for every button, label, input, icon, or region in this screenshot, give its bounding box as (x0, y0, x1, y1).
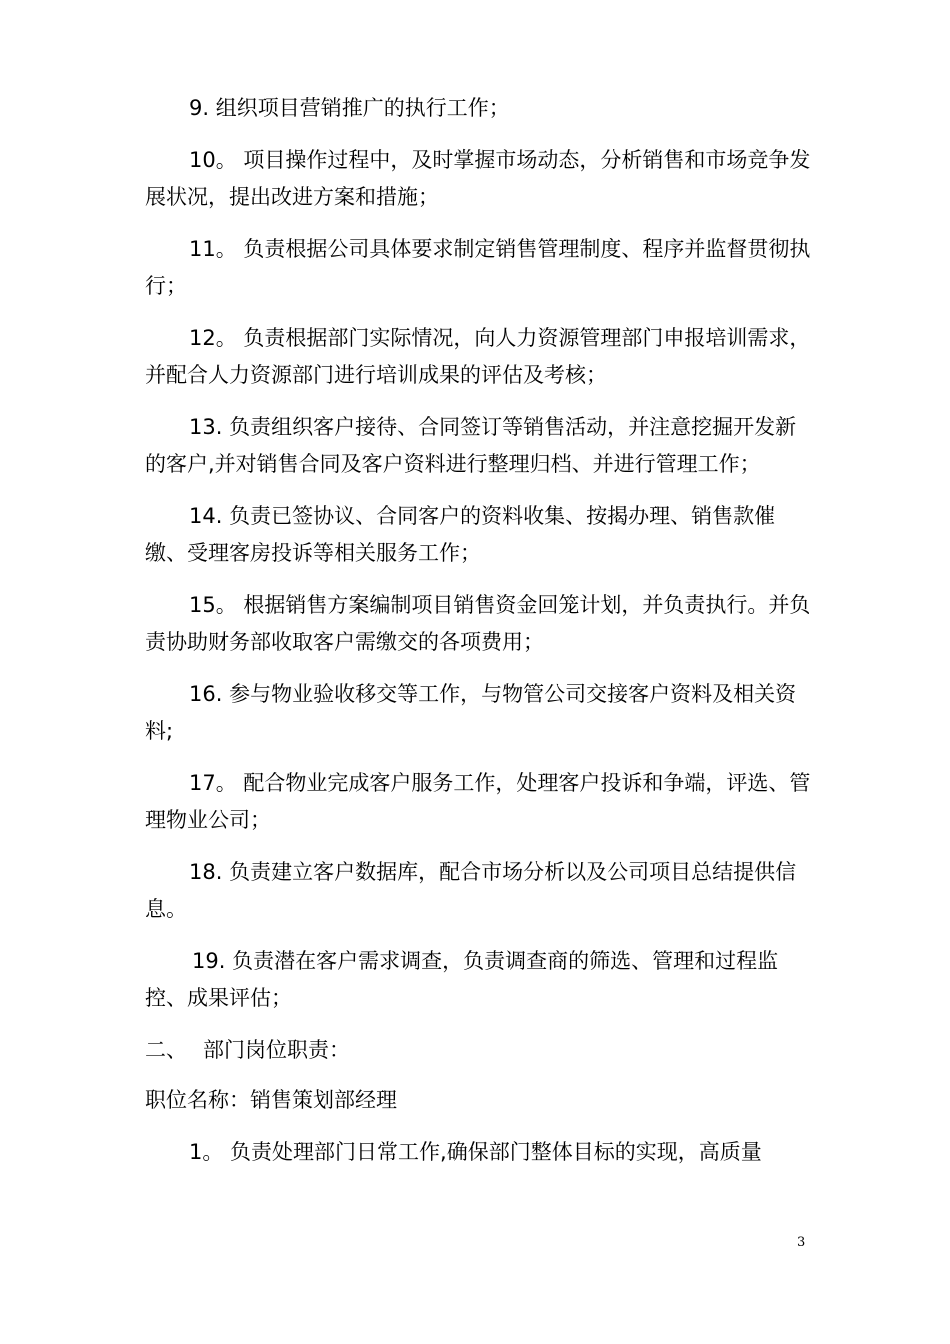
section-heading (145, 1032, 815, 1069)
position-title: 职位名称：销售策划部经理 (145, 1088, 397, 1112)
page-number: 3 (797, 1235, 806, 1250)
list-item-14: 14. 负责已签协议、合同客户的资料收集、按揭办理、销售款催缴、受理客房投诉等相关服务工作； (145, 504, 776, 565)
document-body (145, 90, 815, 1186)
list-item-10: 10。 项目操作过程中，及时掌握市场动态，分析销售和市场竞争发展状况，提出改进方案和措施； (145, 148, 811, 209)
section-title: 部门岗位职责： (203, 1038, 350, 1062)
list-item-18: 18. 负责建立客户数据库，配合市场分析以及公司项目总结提供信息。 (145, 860, 797, 921)
list-item-11: 11。 负责根据公司具体要求制定销售管理制度、程序并监督贯彻执行； (145, 237, 811, 298)
list-item-9: 9. 组织项目营销推广的执行工作； (189, 96, 510, 120)
list-item-19: 19. 负责潜在客户需求调查，负责调查商的筛选、管理和过程监控、成果评估； (145, 949, 779, 1010)
list-item-13: 13. 负责组织客户接待、合同签订等销售活动，并注意挖掘开发新的客户,并对销售合同及客户资料进行整理归档、并进行管理工作； (145, 415, 797, 476)
section-number: 二、 (145, 1038, 187, 1062)
list-item-15: 15。 根据销售方案编制项目销售资金回笼计划，并负责执行。并负责协助财务部收取客户需缴交的各项费用； (145, 593, 811, 654)
duty-item-1: 1。 负责处理部门日常工作,确保部门整体目标的实现，高质量 (189, 1140, 762, 1164)
list-item-17: 17。 配合物业完成客户服务工作，处理客户投诉和争端，评选、管理物业公司； (145, 771, 811, 832)
list-item-16: 16. 参与物业验收移交等工作，与物管公司交接客户资料及相关资料; (145, 682, 797, 743)
list-item-12: 12。 负责根据部门实际情况，向人力资源管理部门申报培训需求，并配合人力资源部门进行培训成果的评估及考核； (145, 326, 811, 387)
